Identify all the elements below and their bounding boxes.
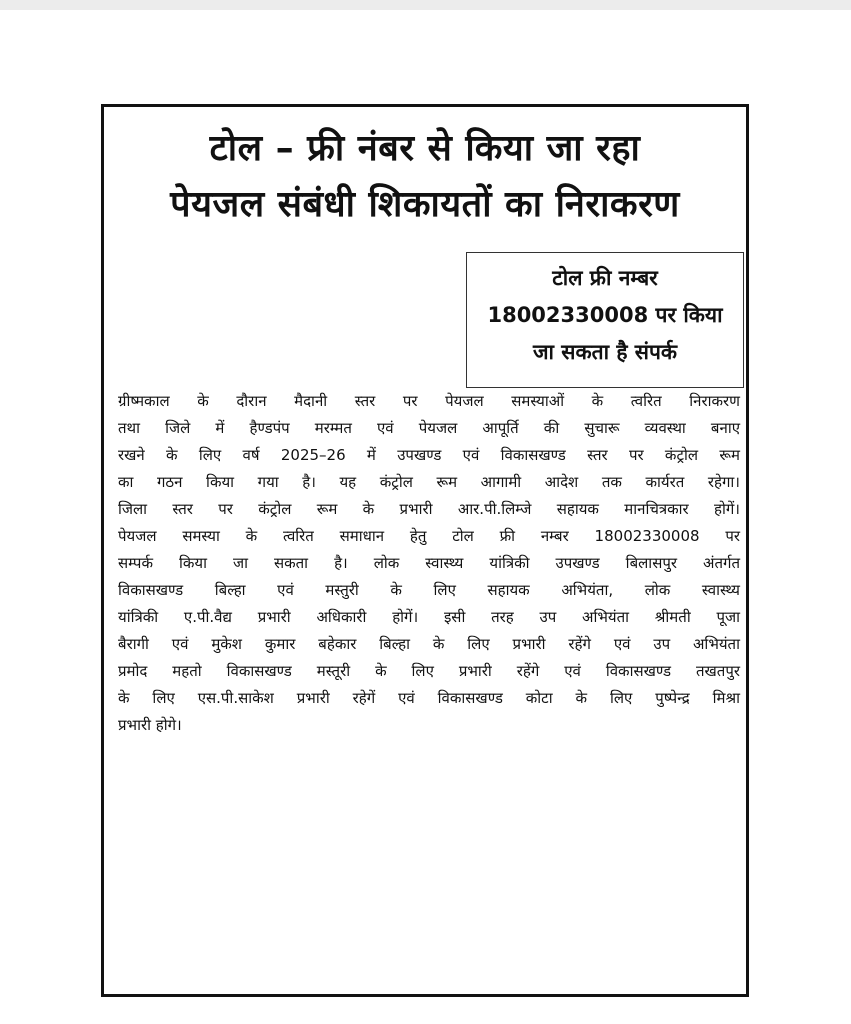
- top-strip: [0, 0, 851, 10]
- headline-line-1: टोल – फ्री नंबर से किया जा रहा: [209, 128, 641, 169]
- body-line: यांत्रिकी ए.पी.वैद्य प्रभारी अधिकारी होगें। इसी तरह उप अभियंता श्रीमती पूजा: [118, 608, 740, 626]
- body-line: विकासखण्ड बिल्हा एवं मस्तुरी के लिए सहायक अभियंता, लोक स्वास्थ्य: [118, 581, 740, 599]
- body-line: पेयजल समस्या के त्वरित समाधान हेतु टोल फ्री नम्बर 18002330008 पर: [118, 527, 740, 545]
- body-line: जिला स्तर पर कंट्रोल रूम के प्रभारी आर.पी.लिम्जे सहायक मानचित्रकार होगें।: [118, 500, 740, 518]
- body-line: रखने के लिए वर्ष 2025–26 में उपखण्ड एवं विकासखण्ड स्तर पर कंट्रोल रूम: [118, 446, 740, 464]
- headline: [104, 121, 746, 233]
- toll-free-callout-box: [466, 252, 744, 388]
- article-body: [118, 388, 740, 739]
- body-line: बैरागी एवं मुकेश कुमार बहेकार बिल्हा के लिए प्रभारी रहेंगे एवं उप अभियंता: [118, 635, 740, 653]
- news-clipping: [101, 104, 749, 997]
- callout-line-3: जा सकता है संपर्क: [532, 340, 678, 364]
- callout-line-2: 18002330008 पर किया: [487, 303, 723, 327]
- callout-line-1: टोल फ्री नम्बर: [552, 266, 658, 290]
- body-line: ग्रीष्मकाल के दौरान मैदानी स्तर पर पेयजल समस्याओं के त्वरित निराकरण: [118, 392, 740, 410]
- body-line: का गठन किया गया है। यह कंट्रोल रूम आगामी आदेश तक कार्यरत रहेगा।: [118, 473, 740, 491]
- body-line: प्रमोद महतो विकासखण्ड मस्तूरी के लिए प्रभारी रहेंगे एवं विकासखण्ड तखतपुर: [118, 662, 740, 680]
- headline-line-2: पेयजल संबंधी शिकायतों का निराकरण: [170, 184, 680, 225]
- body-line: प्रभारी होगे।: [118, 716, 182, 734]
- body-line: तथा जिले में हैण्डपंप मरम्मत एवं पेयजल आपूर्ति की सुचारू व्यवस्था बनाए: [118, 419, 740, 437]
- body-line: के लिए एस.पी.साकेश प्रभारी रहेगें एवं विकासखण्ड कोटा के लिए पुष्पेन्द्र मिश्रा: [118, 689, 740, 707]
- body-line: सम्पर्क किया जा सकता है। लोक स्वास्थ्य यांत्रिकी उपखण्ड बिलासपुर अंतर्गत: [118, 554, 740, 572]
